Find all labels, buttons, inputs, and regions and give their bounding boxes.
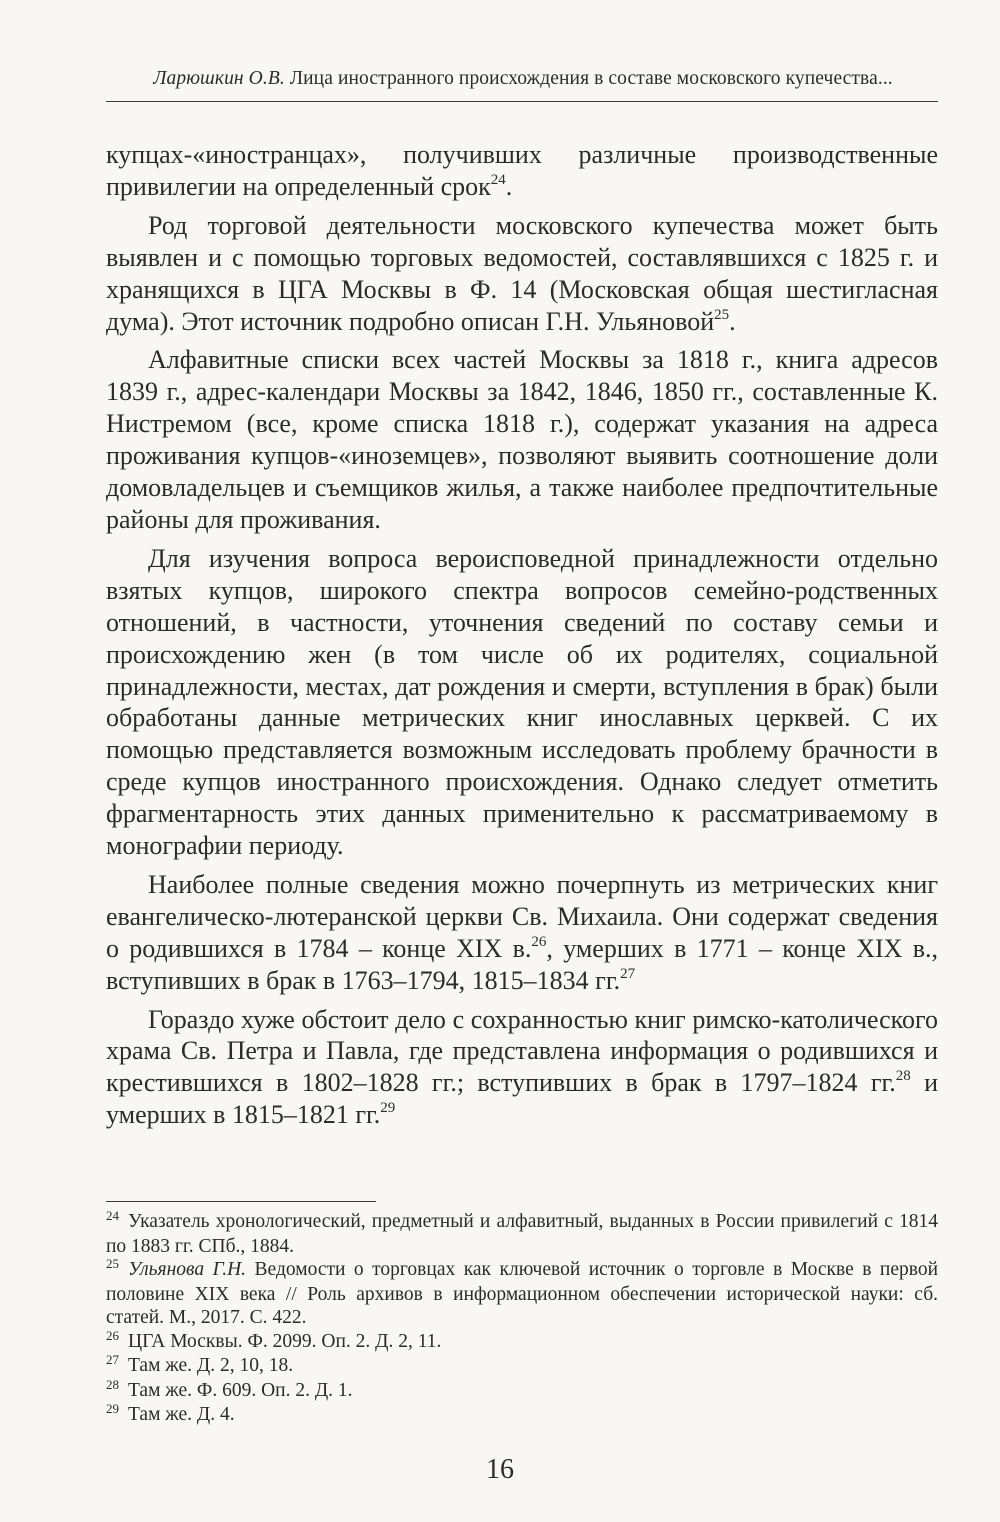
footnote-ref: 24 xyxy=(490,171,506,188)
footnote-number: 28 xyxy=(106,1376,119,1392)
footnote-rule xyxy=(106,1201,376,1202)
footnote-number: 26 xyxy=(106,1327,119,1343)
running-head-author: Ларюшкин О.В. xyxy=(153,68,285,89)
paragraph: Наиболее полные сведения можно почерпнуть из метрических книг евангелическо-лютеранской церкви Св. Михаила. Они содержат сведения о родившихся в 1784 – конце XIX в.$^{26}$, умерших в 1771 – конце XIX в., вступивших в брак в 1763–1794, 1815–1834 гг.$^{27}$ xyxy=(106,869,938,995)
footnote: $^{27}$ Там же. Д. 2, 10, 18. xyxy=(106,1352,294,1376)
page-number: 16 xyxy=(486,1454,514,1485)
footnote-number: 27 xyxy=(106,1352,119,1367)
header-rule xyxy=(106,101,938,102)
paragraph: Род торговой деятельности московского купечества может быть выявлен и с помощью торговых ведомостей, составлявшихся с 1825 г. и хранящихся в ЦГА Москвы в Ф. 14 (Московская общая шестигласная дума). Этот источник подробно описан Г.Н. Ульяновой$^{25}$. xyxy=(106,210,938,336)
paragraph: Гораздо хуже обстоит дело с сохранностью книг римско-католического храма Св. Петра и Павла, где представлена информация о родившихся и крестившихся в 1802–1828 гг.; вступивших в брак в 1797–1824 гг.$^{28}$ и умерших в 1815–1821 гг.$^{29}$ xyxy=(106,1004,938,1130)
footnote-ref: 27 xyxy=(620,965,636,982)
footnote: $^{28}$ Там же. Ф. 609. Оп. 2. Д. 1. xyxy=(106,1376,353,1401)
footnote-ref: 29 xyxy=(380,1100,396,1117)
footnote: $^{29}$ Там же. Д. 4. xyxy=(106,1401,235,1425)
footnote: $^{26}$ ЦГА Москвы. Ф. 2099. Оп. 2. Д. 2, 11. xyxy=(106,1327,442,1352)
footnote-ref: 26 xyxy=(531,933,547,950)
footnote-number: 25 xyxy=(106,1256,119,1271)
paragraph: купцах-«иностранцах», получивших различные производственные привилегии на определенный срок$^{24}$. xyxy=(106,140,938,201)
footnotes xyxy=(106,1210,938,1428)
footnote-ref: 28 xyxy=(895,1068,911,1085)
footnote-author: Ульянова Г.Н. xyxy=(128,1259,247,1280)
footnote-ref: 25 xyxy=(714,306,730,323)
footnote: $^{25}$ Ульянова Г.Н. Ведомости о торговцах как ключевой источник о торговле в Москве в первой половине XIX века // Роль архивов в информационном обеспечении исторической науки: сб. статей. М., 2017. С. 422. xyxy=(106,1256,939,1328)
footnote: $^{24}$ Указатель хронологический, предметный и алфавитный, выданных в России привилегий с 1814 по 1883 гг. СПб., 1884. xyxy=(106,1208,938,1257)
running-head-title: Лица иностранного происхождения в составе московского купечества... xyxy=(289,68,893,89)
body-text xyxy=(106,139,938,1131)
paragraph: Алфавитные списки всех частей Москвы за 1818 г., книга адресов 1839 г., адрес-календари Москвы за 1842, 1846, 1850 гг., составленные К. Нистремом (все, кроме списка 1818 г.), содержат указания на адреса проживания купцов-«иноземцев», позволяют выявить соотношение доли домовладельцев и съемщиков жилья, а также наиболее предпочтительные районы для проживания. xyxy=(106,345,938,534)
footnote-number: 29 xyxy=(106,1401,119,1416)
footnote-number: 24 xyxy=(106,1208,119,1223)
paragraph: Для изучения вопроса вероисповедной принадлежности отдельно взятых купцов, широкого спектра вопросов семейно-родственных отношений, в частности, уточнения сведений по составу семьи и происхождению жен (в том числе об их родителях, социальной принадлежности, местах, дат рождения и смерти, вступления в брак) были обработаны данные метрических книг инославных церквей. С их помощью представляется возможным исследовать проблему брачности в среде купцов иностранного происхождения. Однако следует отметить фрагментарность этих данных применительно к рассматриваемому в монографии периоду. xyxy=(106,543,938,861)
running-head xyxy=(108,68,938,90)
